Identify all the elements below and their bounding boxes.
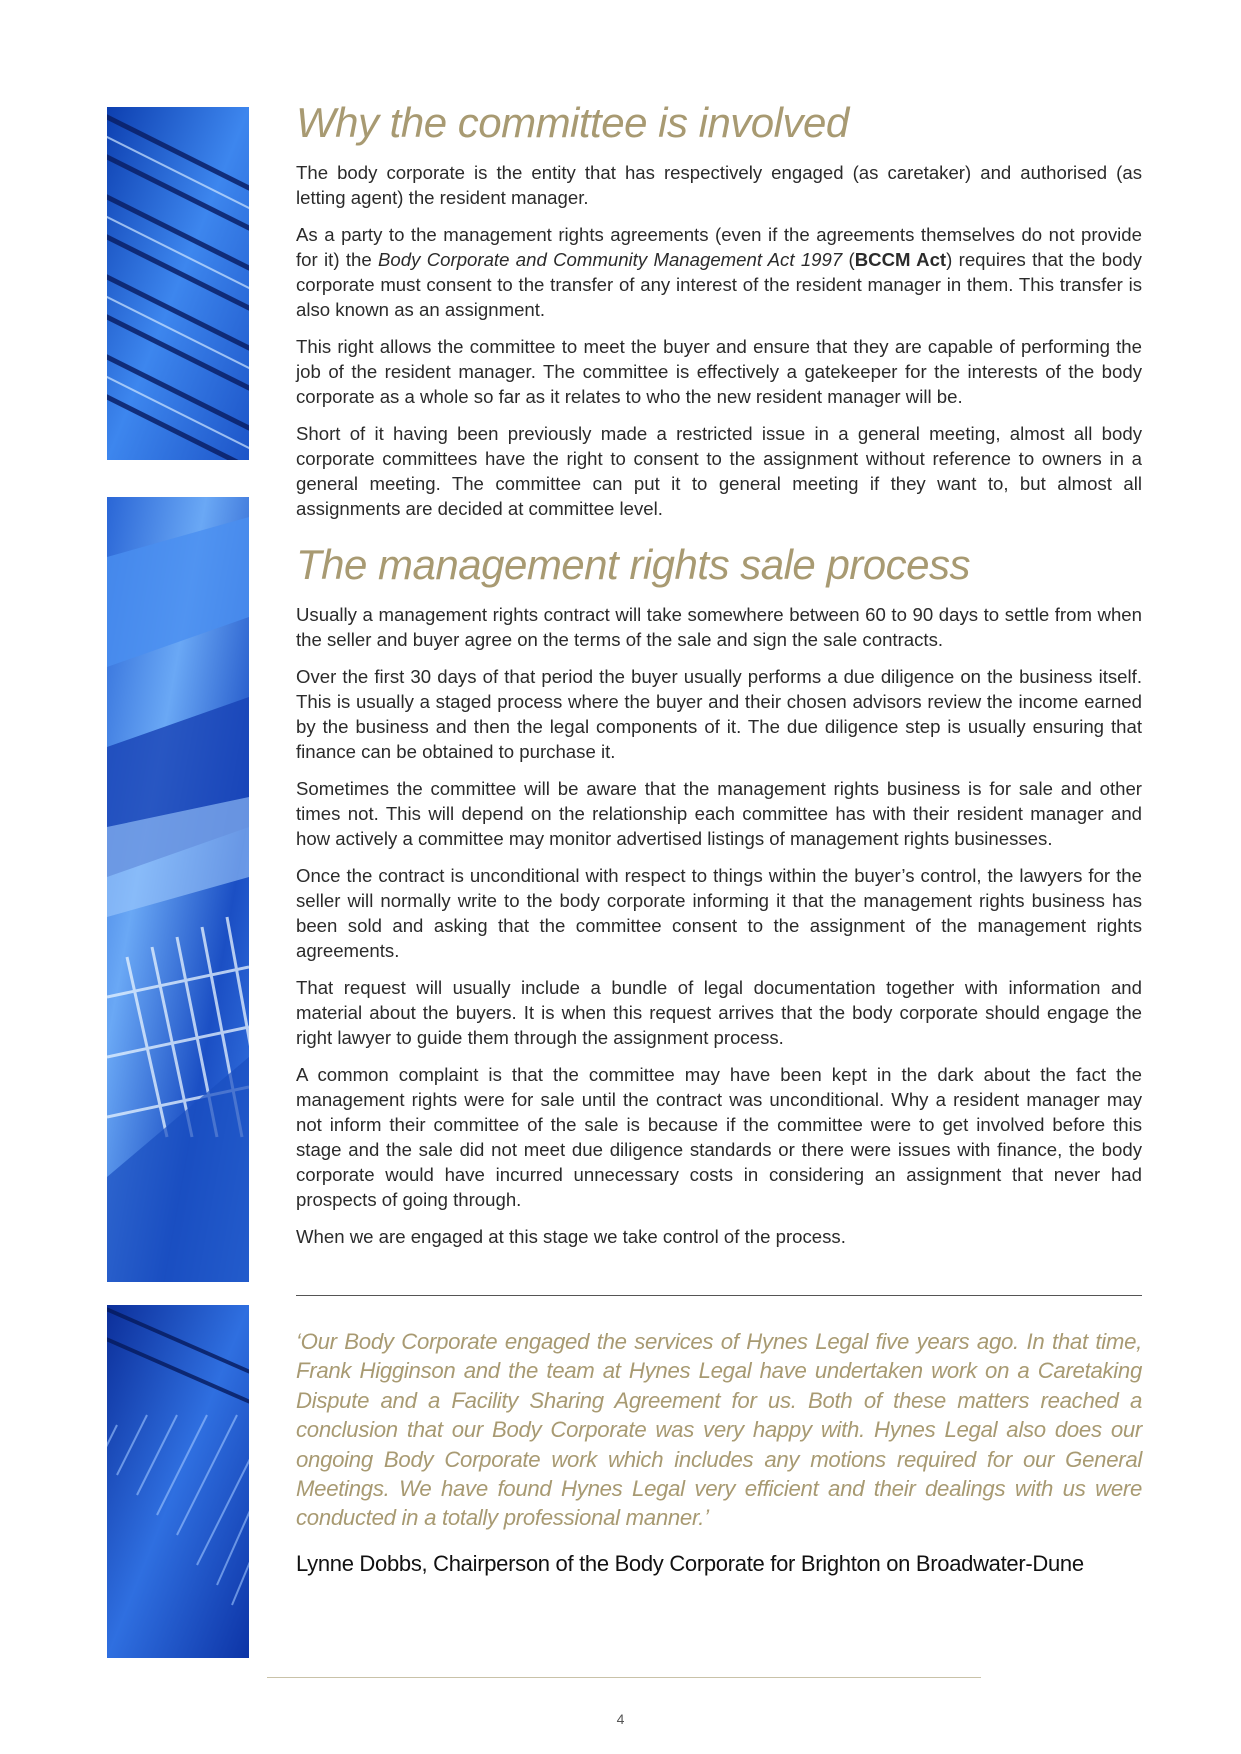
paragraph: Short of it having been previously made a restricted issue in a general meeting, almost all body corporate committees have the right to consent to the assignment without reference to owners in a general meeting. The committee can put it to general meeting if they want to, but almost all assignments are decided at committee level. xyxy=(296,423,1142,519)
testimonial-quote: ‘Our Body Corporate engaged the services of Hynes Legal five years ago. In that time, Frank Higginson and the team at Hynes Legal have undertaken work on a Caretaking Dispute and a Facility Sharing Agreement for us. Both of these matters reached a conclusion that our Body Corporate was very happy with. Hynes Legal also does our ongoing Body Corporate work which includes any motions required for our General Meetings. We have found Hynes Legal very efficient and their dealings with us were conducted in a totally professional manner.’ xyxy=(296,1329,1142,1531)
section-committee-involved xyxy=(296,98,1142,533)
section-heading: Why the committee is involved xyxy=(296,99,849,146)
paragraph: When we are engaged at this stage we take control of the process. xyxy=(296,1226,846,1247)
paragraph: As a party to the management rights agreements (even if the agreements themselves do not provide for it) the Body Corporate and Community Management Act 1997 (BCCM Act) requires that the body corporate must consent to the transfer of any interest of the resident manager in them. This transfer is also known as an assignment. xyxy=(296,224,1142,320)
act-name: Body Corporate and Community Management Act 1997 xyxy=(378,249,843,270)
section-sale-process xyxy=(296,540,1142,1261)
paragraph: This right allows the committee to meet the buyer and ensure that they are capable of performing the job of the resident manager. The committee is effectively a gatekeeper for the interests of the body corporate as a whole so far as it relates to who the new resident manager will be. xyxy=(296,336,1142,407)
building-photo-top xyxy=(107,107,249,460)
divider xyxy=(296,1295,1142,1296)
paragraph: Once the contract is unconditional with respect to things within the buyer’s control, the lawyers for the seller will normally write to the body corporate informing it that the management rights business has been sold and asking that the committee consent to the assignment of the management rights agreements. xyxy=(296,865,1142,961)
paragraph: That request will usually include a bundle of legal documentation together with information and material about the buyers. It is when this request arrives that the body corporate should engage the right lawyer to guide them through the assignment process. xyxy=(296,977,1142,1048)
paragraph: A common complaint is that the committee may have been kept in the dark about the fact the management rights were for sale until the contract was unconditional. Why a resident manager may not inform their committee of the sale is because if the committee were to get involved before this stage and the sale did not meet due diligence standards or there were issues with finance, the body corporate would have incurred unnecessary costs in considering an assignment that never had prospects of going through. xyxy=(296,1064,1142,1210)
act-abbreviation: BCCM Act xyxy=(854,249,947,270)
paragraph: Sometimes the committee will be aware that the management rights business is for sale and other times not. This will depend on the relationship each committee has with their resident manager and how actively a committee may monitor advertised listings of management rights businesses. xyxy=(296,778,1142,849)
page-number: 4 xyxy=(616,1711,625,1727)
section-heading: The management rights sale process xyxy=(296,541,971,588)
building-photo-bottom xyxy=(107,1305,249,1658)
paragraph: The body corporate is the entity that has respectively engaged (as caretaker) and authorised (as letting agent) the resident manager. xyxy=(296,162,1142,208)
building-photo-middle xyxy=(107,497,249,1282)
paragraph: Over the first 30 days of that period the buyer usually performs a due diligence on the business itself. This is usually a staged process where the buyer and their chosen advisors review the income earned by the business and then the legal components of it. The due diligence step is usually ensuring that finance can be obtained to purchase it. xyxy=(296,666,1142,762)
footer-divider xyxy=(267,1677,981,1678)
testimonial-attribution: Lynne Dobbs, Chairperson of the Body Corporate for Brighton on Broadwater-Dune xyxy=(296,1551,1084,1576)
paragraph: Usually a management rights contract will take somewhere between 60 to 90 days to settle from when the seller and buyer agree on the terms of the sale and sign the sale contracts. xyxy=(296,604,1142,650)
